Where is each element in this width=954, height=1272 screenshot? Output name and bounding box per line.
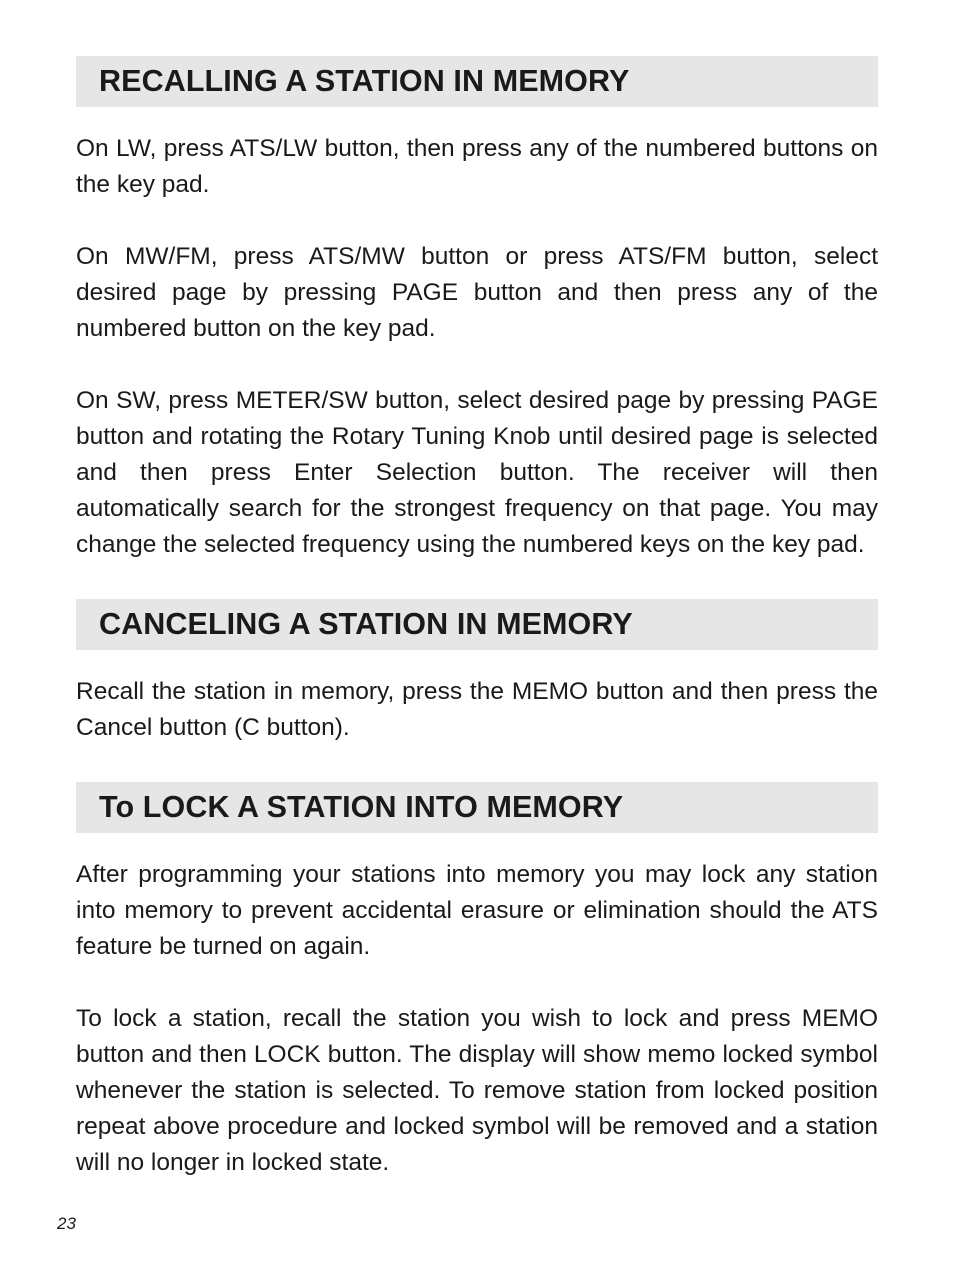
paragraph-lock-intro: After programming your stations into memory you may lock any station into memory to prevent accidental erasure or elimination should the ATS feature be turned on again. xyxy=(76,861,878,960)
paragraph-lock-procedure: To lock a station, recall the station you wish to lock and press MEMO button and then LOCK button. The display will show memo locked symbol whenever the station is selected. To remove station from locked position repeat above procedure and locked symbol will be removed and a station will no longer in locked state. xyxy=(76,1005,878,1176)
paragraph-recall-mw-fm: On MW/FM, press ATS/MW button or press ATS/FM button, select desired page by pressing PAGE button and then press any of the numbered button on the key pad. xyxy=(76,243,878,342)
section-heading-canceling: CANCELING A STATION IN MEMORY xyxy=(76,599,878,650)
manual-page xyxy=(76,56,878,1181)
section-heading-lock: To LOCK A STATION INTO MEMORY xyxy=(76,782,878,833)
paragraph-cancel: Recall the station in memory, press the MEMO button and then press the Cancel button (C button). xyxy=(76,678,878,741)
page-number: 23 xyxy=(57,1214,76,1233)
section-heading-recalling: RECALLING A STATION IN MEMORY xyxy=(76,56,878,107)
paragraph-recall-lw: On LW, press ATS/LW button, then press any of the numbered buttons on the key pad. xyxy=(76,135,878,198)
paragraph-recall-sw: On SW, press METER/SW button, select desired page by pressing PAGE button and rotating the Rotary Tuning Knob until desired page is selected and then press Enter Selection button. The receiver will then automatically search for the strongest frequency on that page. You may change the selected frequency using the numbered keys on the key pad. xyxy=(76,387,878,558)
